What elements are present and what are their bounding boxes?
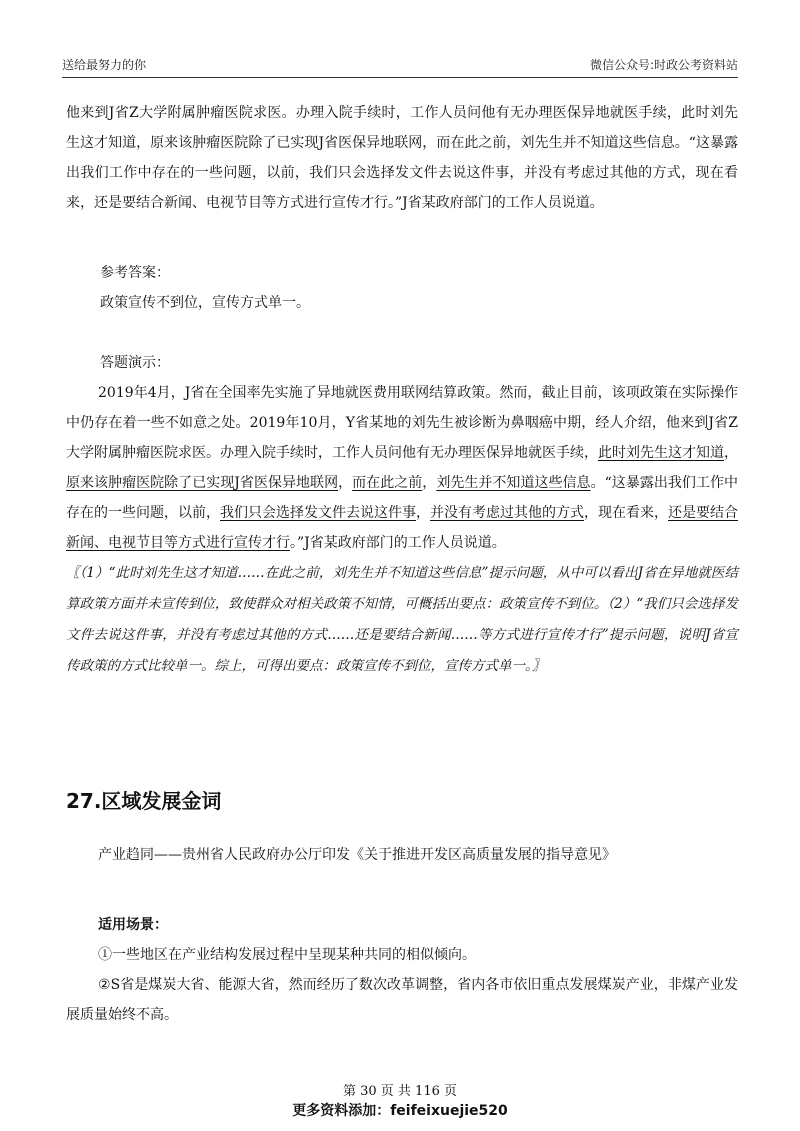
demo-text: 。”J省某政府部门的工作人员说道。 [290, 535, 506, 551]
demo-text: ， [338, 475, 353, 491]
scene-item-1: ①一些地区在产业结构发展过程中呈现某种共同的相似倾向。 [98, 947, 476, 963]
underlined-phrase: 我们只会选择发文件去说这件事 [220, 505, 416, 521]
underlined-phrase: 原来该肿瘤医院除了已实现J省医保异地联网 [66, 475, 339, 491]
section-subtitle: 产业趋同——贵州省人民政府办公厅印发《关于推进开发区高质量发展的指导意见》 [98, 847, 616, 863]
demo-label: 答题演示： [100, 355, 170, 371]
underlined-phrase: 还是要结合新闻、电视节目等方式进行宣传才行 [66, 505, 738, 551]
reference-answer: 政策宣传不到位，宣传方式单一。 [100, 295, 310, 311]
header-divider [62, 77, 738, 78]
header-left-text: 送给最努力的你 [62, 58, 147, 72]
demo-text: ， [724, 445, 738, 461]
demo-block [66, 348, 738, 682]
scene-label: 适用场景： [98, 917, 168, 933]
underlined-phrase: 刘先生并不知道这些信息 [436, 475, 591, 491]
demo-text: 2019年4月，J省在全国率先实施了异地就医费用联网结算政策。然而，截止目前，该项政策在实际操作中仍存在着一些不如意之处。2019年10月，Y省某地的刘先生被诊断为鼻咽癌中期，经人介绍，他来到J省Z大学附属肿瘤医院求医。办理入院手续时，工作人员问他有无办理医保异地就医手续， [66, 385, 738, 461]
more-resources-text: 更多资料添加：feifeixuejie520 [292, 1103, 508, 1119]
reference-block [66, 258, 738, 318]
demo-text: 。“这暴露出我们工作中存在的一些问题，以前， [66, 475, 739, 521]
underlined-phrase: 而在此之前 [352, 475, 423, 491]
header-right-text: 微信公众号:时政公考资料站 [589, 58, 738, 72]
demo-text: ， [416, 505, 430, 521]
demo-paragraph [66, 378, 738, 558]
scene-item-2: ②S省是煤炭大省、能源大省，然而经历了数次改革调整，省内各市依旧重点发展煤炭产业，非煤产业发展质量始终不高。 [66, 977, 738, 1023]
demo-text: ， [422, 475, 437, 491]
section-title-block [66, 785, 738, 814]
section-title: 27.区域发展金词 [66, 789, 222, 813]
page-number: 第 30 页 共 116 页 [342, 1084, 458, 1099]
intro-paragraph: 他来到J省Z大学附属肿瘤医院求医。办理入院手续时，工作人员问他有无办理医保异地就医手续，此时刘先生这才知道，原来该肿瘤医院除了已实现J省医保异地联网，而在此之前，刘先生并不知道这些信息。“这暴露出我们工作中存在的一些问题，以前，我们只会选择发文件去说这件事，并没有考虑过其他的方式，现在看来，还是要结合新闻、电视节目等方式进行宣传才行。”J省某政府部门的工作人员说道。 [66, 105, 738, 211]
section-body-block [66, 840, 738, 1030]
analysis-paragraph: 〖（1）“此时刘先生这才知道……在此之前，刘先生并不知道这些信息”提示问题，从中可以看出J省在异地就医结算政策方面并未宣传到位，致使群众对相关政策不知情，可概括出要点：政策宣传不到位。（2）“我们只会选择发文件去说这件事，并没有考虑过其他的方式……还是要结合新闻……等方式进行宣传才行”提示问题，说明J省宣传政策的方式比较单一。综上，可得出要点：政策宣传不到位，宣传方式单一。〗 [66, 565, 738, 674]
reference-label: 参考答案： [100, 265, 170, 281]
underlined-phrase: 并没有考虑过其他的方式 [430, 505, 584, 521]
intro-block [66, 98, 738, 218]
underlined-phrase: 此时刘先生这才知道 [598, 445, 724, 461]
demo-text: ，现在看来， [584, 505, 668, 521]
